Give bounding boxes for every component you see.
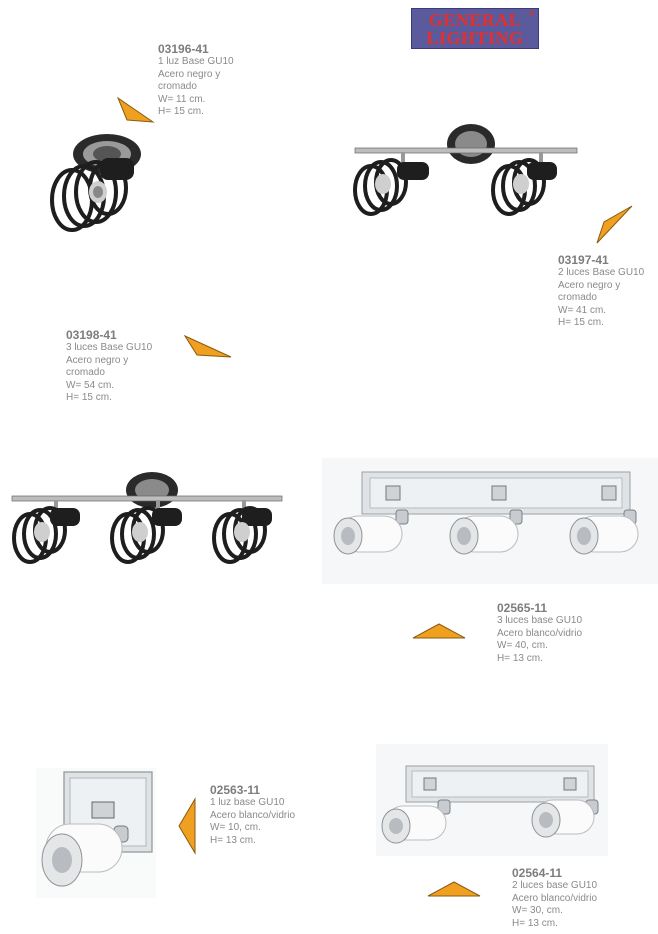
product-width: W= 41 cm.: [558, 304, 607, 316]
product-height: H= 15 cm.: [66, 392, 112, 403]
lamp-photo-02563-11: [36, 768, 156, 898]
logo-line-1: GENERAL: [428, 10, 522, 30]
product-code: 02564-11: [512, 866, 563, 880]
product-desc-line: 1 luz base GU10: [210, 797, 285, 808]
product-desc-line: cromado: [66, 367, 105, 378]
product-desc-line: cromado: [558, 292, 597, 303]
pointer-arrow: [411, 622, 467, 640]
product-width: W= 40, cm.: [497, 640, 548, 651]
product-width: W= 11 cm.: [158, 93, 206, 105]
pointer-arrow: [594, 204, 634, 246]
product-desc-line: Acero negro y: [158, 68, 221, 80]
product-desc-line: 2 luces base GU10: [512, 880, 598, 891]
pointer-arrow: [426, 880, 482, 898]
logo-line-2: LIGHTING: [426, 28, 524, 48]
product-code: 02563-11: [210, 783, 261, 797]
product-02565-11: [497, 601, 582, 665]
product-width: W= 10, cm.: [210, 822, 261, 833]
product-width: W= 30, cm.: [512, 905, 563, 916]
product-desc-line: 2 luces Base GU10: [558, 267, 645, 278]
product-03196-41: [158, 42, 234, 119]
registered-mark: ®: [528, 9, 535, 18]
product-02563-11: [210, 783, 295, 847]
product-code: 03198-41: [66, 328, 117, 342]
lamp-photo-03197-41: [353, 122, 581, 222]
product-desc-line: Acero negro y: [558, 279, 621, 291]
product-desc-line: Acero blanco/vidrio: [210, 809, 296, 821]
lamp-photo-03198-41: [10, 470, 285, 580]
brand-logo: [411, 8, 539, 49]
lamp-photo-02564-11: [376, 744, 608, 856]
pointer-arrow: [177, 797, 197, 855]
lamp-photo-03196-41: [44, 130, 154, 240]
product-02564-11: [512, 866, 597, 930]
pointer-arrow: [115, 96, 155, 126]
pointer-arrow: [183, 334, 233, 360]
product-desc-line: Acero blanco/vidrio: [497, 627, 583, 639]
product-desc-line: cromado: [158, 81, 197, 92]
product-desc-line: 3 luces base GU10: [497, 615, 583, 626]
product-width: W= 54 cm.: [66, 379, 115, 391]
product-height: H= 15 cm.: [158, 106, 204, 117]
product-code: 02565-11: [497, 601, 548, 615]
product-height: H= 15 cm.: [558, 317, 604, 328]
product-height: H= 13 cm.: [497, 652, 543, 664]
product-height: H= 13 cm.: [512, 917, 558, 929]
lamp-photo-02565-11: [322, 458, 658, 584]
product-code: 03197-41: [558, 253, 609, 267]
product-desc-line: 1 luz Base GU10: [158, 56, 234, 67]
product-code: 03196-41: [158, 42, 209, 56]
product-desc-line: Acero negro y: [66, 354, 129, 366]
product-03197-41: [558, 253, 644, 330]
product-03198-41: [66, 328, 152, 405]
product-height: H= 13 cm.: [210, 834, 256, 846]
product-desc-line: 3 luces Base GU10: [66, 342, 153, 353]
product-desc-line: Acero blanco/vidrio: [512, 892, 598, 904]
